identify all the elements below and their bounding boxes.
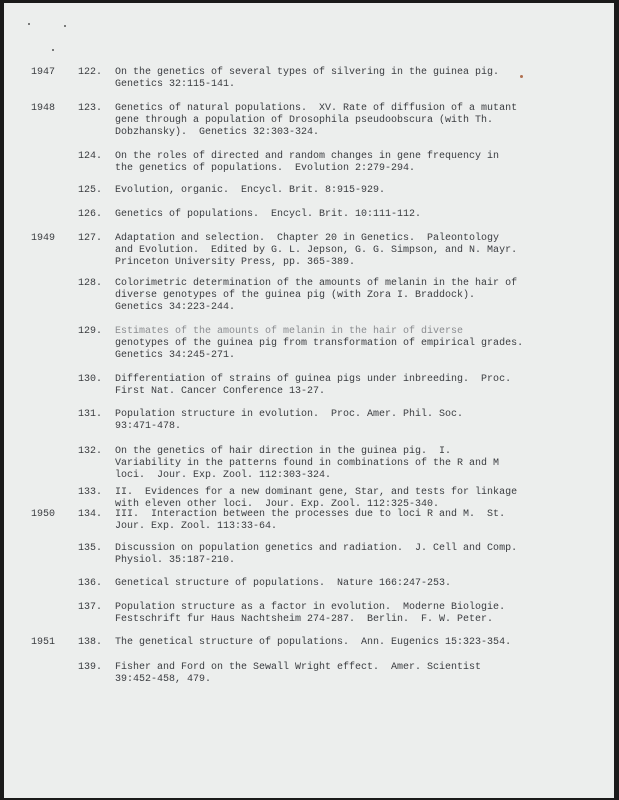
citation-line: and Evolution. Edited by G. L. Jepson, G. G. Simpson, and N. Mayr.: [115, 245, 518, 256]
citation-line: Differentiation of strains of guinea pigs under inbreeding. Proc.: [115, 374, 512, 385]
citation-line: 39:452-458, 479.: [115, 674, 212, 685]
entry-year: 1947: [31, 67, 56, 78]
citation-line: Genetics of natural populations. XV. Rate of diffusion of a mutant: [115, 103, 518, 114]
entry-number: 131.: [78, 409, 103, 420]
entry-citation: [115, 509, 505, 533]
citation-line: Genetical structure of populations. Nature 166:247-253.: [115, 578, 452, 589]
citation-line: The genetical structure of populations. Ann. Eugenics 15:323-354.: [115, 637, 512, 648]
citation-line: Discussion on population genetics and radiation. J. Cell and Comp.: [115, 543, 518, 554]
entry-number: 138.: [78, 637, 103, 648]
citation-line: genotypes of the guinea pig from transformation of empirical grades.: [115, 338, 524, 349]
citation-line: 93:471-478.: [115, 421, 182, 432]
citation-line: On the roles of directed and random changes in gene frequency in: [115, 151, 500, 162]
entry-number: 122.: [78, 67, 103, 78]
citation-line: Festschrift fur Haus Nachtsheim 274-287. Berlin. F. W. Peter.: [115, 614, 494, 625]
entry-number: 137.: [78, 602, 103, 613]
citation-line: Population structure in evolution. Proc. Amer. Phil. Soc.: [115, 409, 464, 420]
entry-citation: [115, 185, 385, 197]
citation-line: with eleven other loci. Jour. Exp. Zool. 112:325-340.: [115, 499, 440, 510]
citation-line: Genetics 34:223-244.: [115, 302, 236, 313]
citation-line: Jour. Exp. Zool. 113:33-64.: [115, 521, 278, 532]
entry-citation: [115, 637, 511, 649]
citation-line: Evolution, organic. Encycl. Brit. 8:915-929.: [115, 185, 386, 196]
entry-number: 126.: [78, 209, 103, 220]
scan-speck: [28, 23, 30, 25]
citation-line: loci. Jour. Exp. Zool. 112:303-324.: [115, 470, 332, 481]
entry-number: 135.: [78, 543, 103, 554]
entry-citation: [115, 578, 451, 590]
citation-line: gene through a population of Drosophila pseudoobscura (with Th.: [115, 115, 494, 126]
entry-citation: [115, 409, 463, 433]
scan-speck: [520, 75, 523, 78]
citation-line: Estimates of the amounts of melanin in the hair of diverse: [115, 326, 464, 337]
entry-year: 1951: [31, 637, 56, 648]
citation-line: On the genetics of several types of silvering in the guinea pig.: [115, 67, 500, 78]
entry-citation: [115, 103, 517, 139]
entry-citation: [115, 487, 517, 511]
citation-line: Variability in the patterns found in combinations of the R and M: [115, 458, 500, 469]
citation-line: Genetics of populations. Encycl. Brit. 10:111-112.: [115, 209, 422, 220]
citation-line: Dobzhansky). Genetics 32:303-324.: [115, 127, 320, 138]
entry-citation: [115, 446, 499, 482]
entry-citation: [115, 543, 517, 567]
entry-number: 128.: [78, 278, 103, 289]
entry-year: 1949: [31, 233, 56, 244]
entry-citation: [115, 278, 517, 314]
entry-citation: [115, 602, 505, 626]
document-page: [4, 3, 614, 798]
entry-number: 124.: [78, 151, 103, 162]
entry-number: 136.: [78, 578, 103, 589]
entry-number: 130.: [78, 374, 103, 385]
citation-line: the genetics of populations. Evolution 2:279-294.: [115, 163, 416, 174]
entry-citation: [115, 209, 421, 221]
entry-citation: [115, 374, 511, 398]
scan-speck: [64, 25, 66, 27]
entry-number: 139.: [78, 662, 103, 673]
entry-year: 1948: [31, 103, 56, 114]
entry-number: 133.: [78, 487, 103, 498]
entry-citation: [115, 662, 481, 686]
citation-line: On the genetics of hair direction in the guinea pig. I.: [115, 446, 452, 457]
citation-line: Adaptation and selection. Chapter 20 in Genetics. Paleontology: [115, 233, 500, 244]
entry-number: 134.: [78, 509, 103, 520]
citation-line: II. Evidences for a new dominant gene, Star, and tests for linkage: [115, 487, 518, 498]
citation-line: Princeton University Press, pp. 365-389.: [115, 257, 356, 268]
entry-number: 125.: [78, 185, 103, 196]
citation-line: Colorimetric determination of the amounts of melanin in the hair of: [115, 278, 518, 289]
citation-line: Genetics 34:245-271.: [115, 350, 236, 361]
citation-line: Physiol. 35:187-210.: [115, 555, 236, 566]
citation-line: Fisher and Ford on the Sewall Wright effect. Amer. Scientist: [115, 662, 482, 673]
entry-number: 129.: [78, 326, 103, 337]
citation-line: Population structure as a factor in evolution. Moderne Biologie.: [115, 602, 506, 613]
entry-number: 127.: [78, 233, 103, 244]
citation-line: Genetics 32:115-141.: [115, 79, 236, 90]
entry-year: 1950: [31, 509, 56, 520]
scan-speck: [52, 49, 54, 51]
citation-line: III. Interaction between the processes due to loci R and M. St.: [115, 509, 506, 520]
entry-number: 123.: [78, 103, 103, 114]
entry-citation: [115, 326, 523, 362]
entry-citation: [115, 151, 499, 175]
entry-citation: [115, 67, 499, 91]
entry-citation: [115, 233, 517, 269]
entry-number: 132.: [78, 446, 103, 457]
citation-line: diverse genotypes of the guinea pig (with Zora I. Braddock).: [115, 290, 476, 301]
citation-line: First Nat. Cancer Conference 13-27.: [115, 386, 326, 397]
